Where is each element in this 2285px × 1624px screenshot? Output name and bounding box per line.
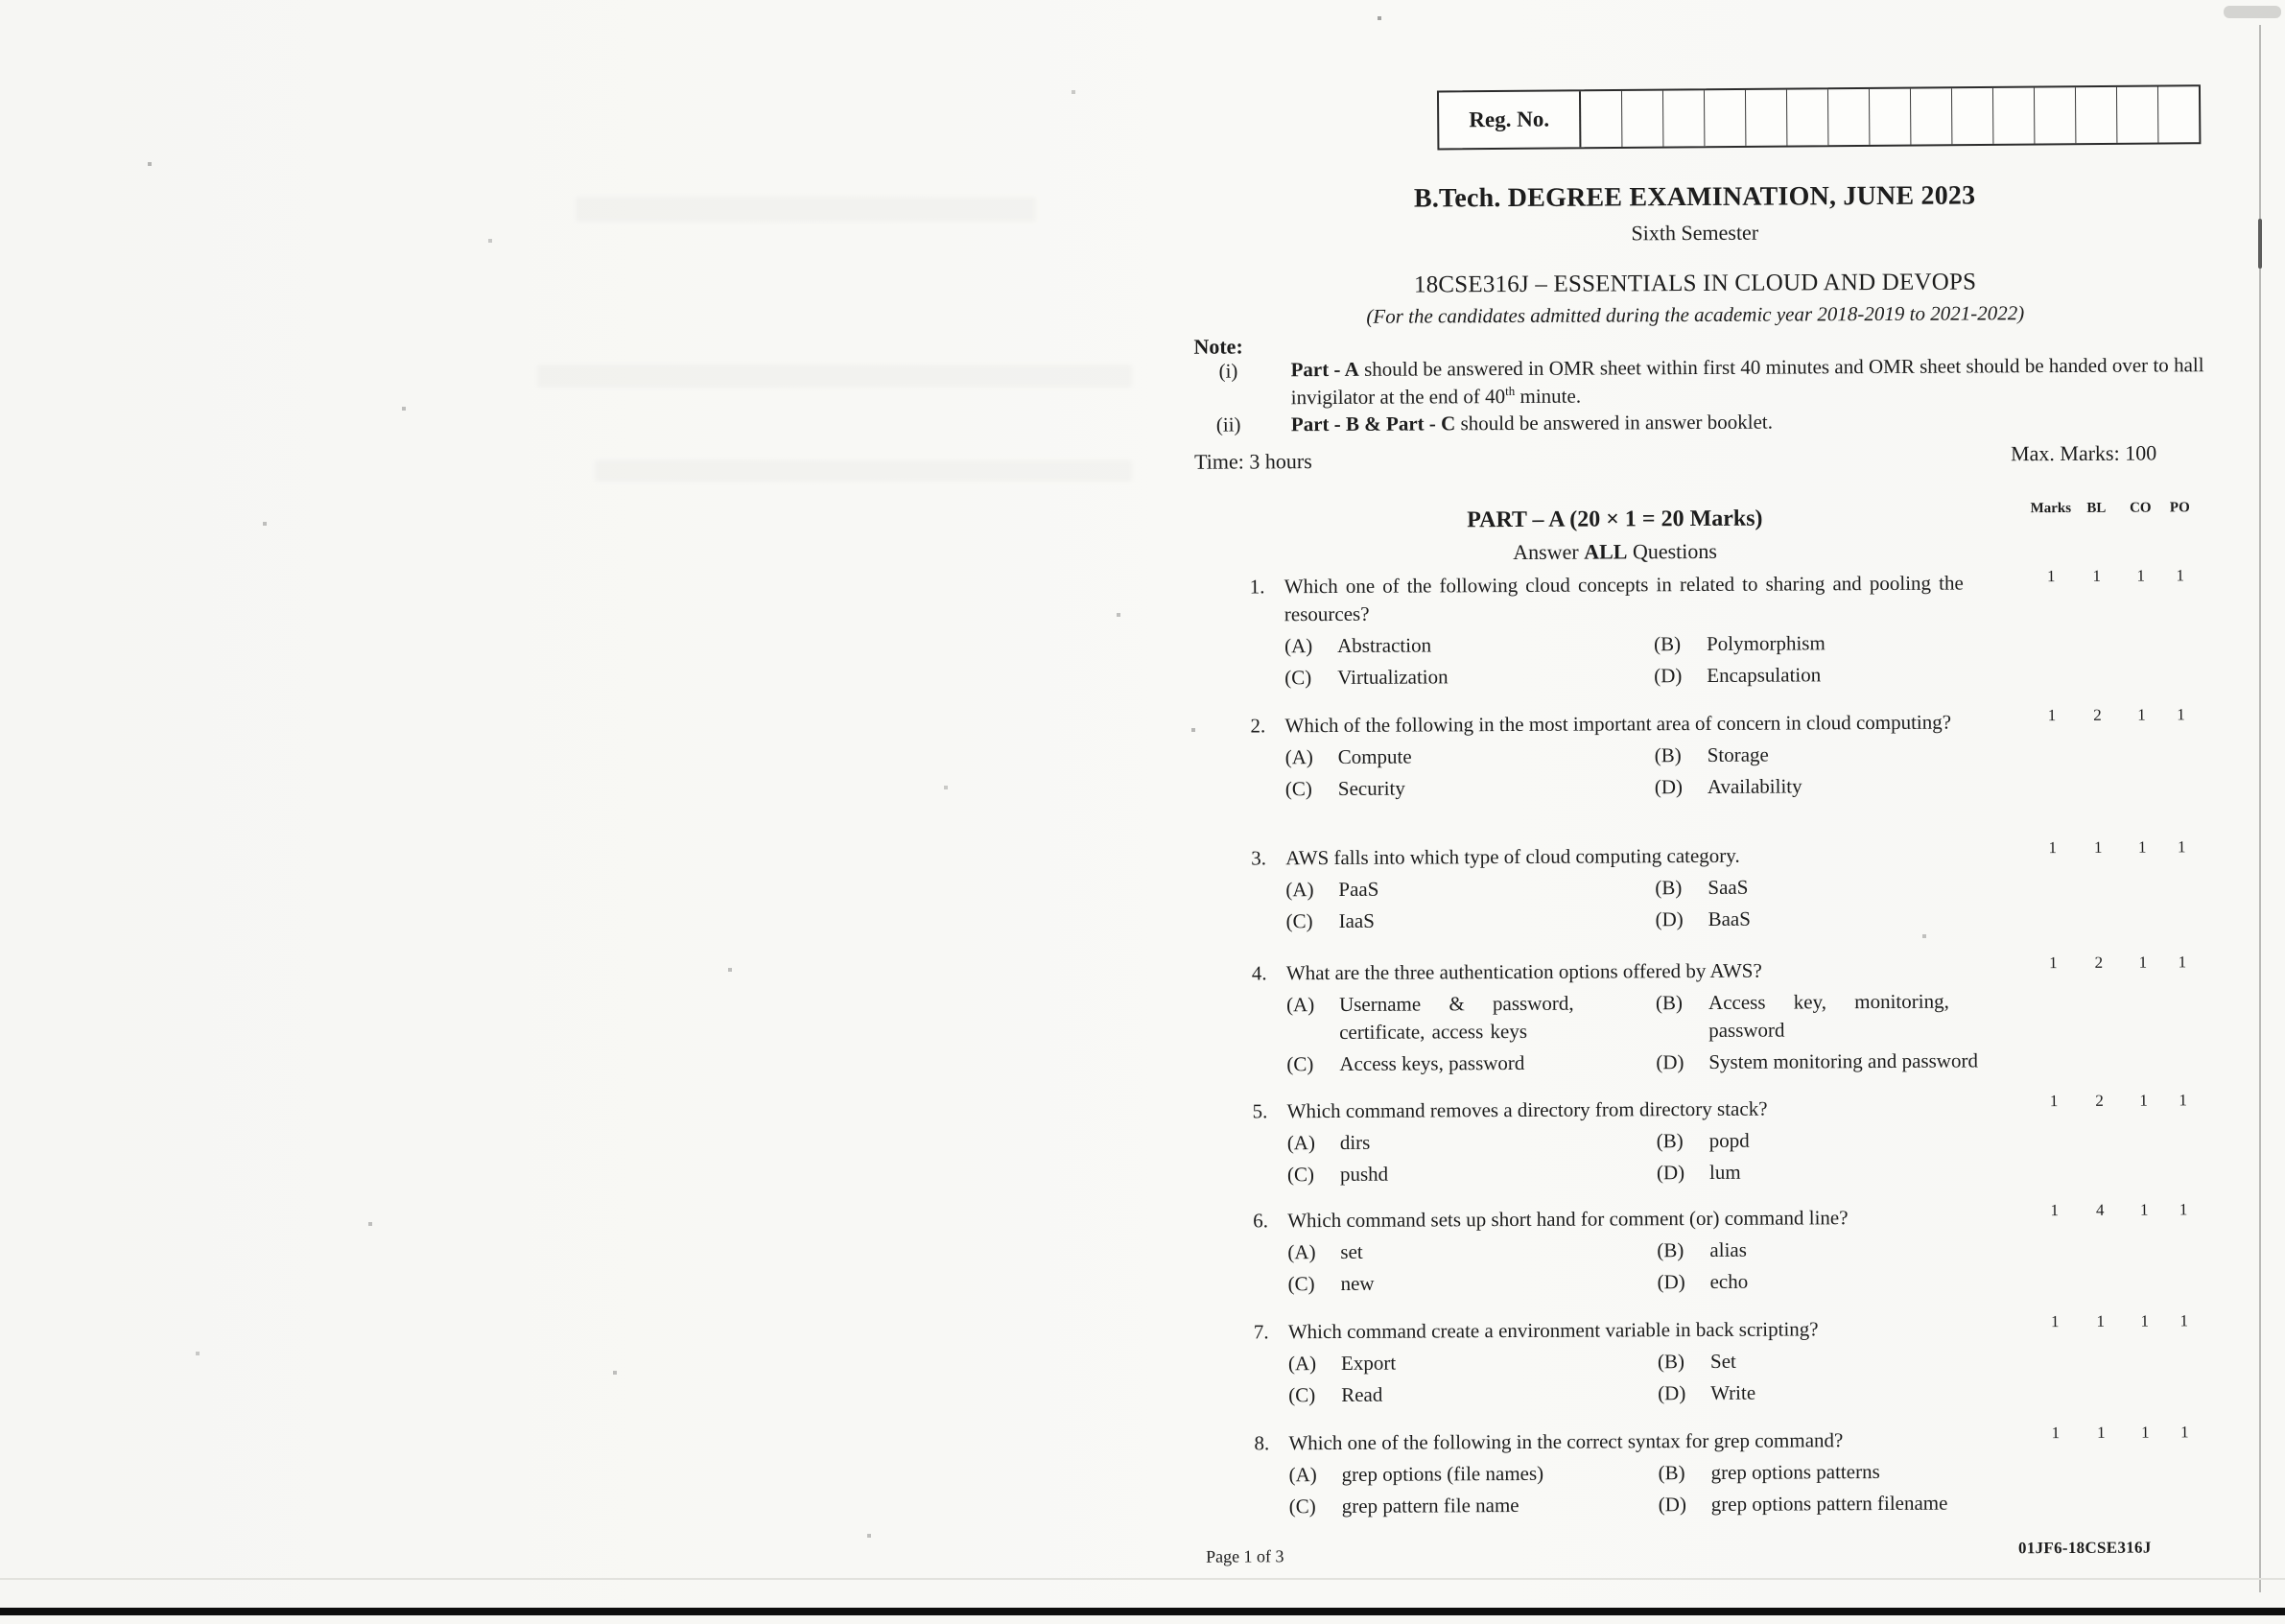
option bbox=[1656, 986, 2207, 1045]
option-label: (C) bbox=[1285, 909, 1313, 933]
time-allowed: Time: 3 hours bbox=[1193, 449, 1312, 474]
marks-value: 1 bbox=[2096, 1311, 2106, 1330]
option-text: Storage bbox=[1707, 742, 1769, 766]
option-label: (D) bbox=[1658, 1493, 1686, 1517]
question-block bbox=[1237, 1202, 2208, 1298]
option-text: Access key, monitoring, password bbox=[1708, 989, 1949, 1042]
options-grid bbox=[1285, 871, 2206, 935]
option-label: (B) bbox=[1658, 1461, 1685, 1485]
option-text: lum bbox=[1708, 1160, 1741, 1184]
reg-no-cell bbox=[1827, 89, 1869, 145]
option-label: (D) bbox=[1657, 1270, 1685, 1294]
reg-no-cell bbox=[1581, 91, 1621, 147]
marks-value: 2 bbox=[2095, 1091, 2104, 1110]
option bbox=[1657, 1156, 2208, 1187]
page-edge-mark bbox=[2258, 219, 2262, 269]
marks-value: 1 bbox=[2050, 1201, 2059, 1220]
option-label: (A) bbox=[1284, 634, 1313, 658]
question-block bbox=[1235, 707, 2205, 803]
option-label: (A) bbox=[1284, 745, 1313, 769]
col-po: PO bbox=[2169, 500, 2190, 516]
option-label: (D) bbox=[1658, 1381, 1686, 1405]
marks-value: 1 bbox=[2049, 1092, 2059, 1111]
reg-no-cell bbox=[2116, 87, 2157, 143]
option bbox=[1657, 1265, 2208, 1296]
option-text: Polymorphism bbox=[1706, 631, 1826, 655]
question-block bbox=[1238, 1424, 2209, 1520]
question-text: AWS falls into which type of cloud computing category. bbox=[1285, 843, 1740, 870]
question-number: 7. bbox=[1253, 1320, 1269, 1344]
options-grid bbox=[1288, 1345, 2209, 1409]
options-grid bbox=[1287, 1234, 2208, 1298]
option-text: Username & password, certificate, access keys bbox=[1338, 991, 1574, 1044]
course-title: 18CSE316J – ESSENTIALS IN CLOUD AND DEVOPS bbox=[1413, 269, 1977, 298]
option-text: Security bbox=[1337, 776, 1405, 800]
option-label: (B) bbox=[1655, 876, 1683, 900]
option-label: (B) bbox=[1655, 991, 1684, 1015]
option bbox=[1287, 1159, 1657, 1189]
marks-value: 4 bbox=[2095, 1200, 2105, 1219]
reg-no-cell bbox=[1621, 91, 1662, 147]
fold-shadow bbox=[0, 1578, 2285, 1580]
option-label: (D) bbox=[1655, 907, 1684, 931]
option bbox=[1657, 1124, 2208, 1155]
col-marks: Marks bbox=[2030, 500, 2072, 517]
scan-bottom-edge bbox=[0, 1608, 2285, 1615]
option-text: set bbox=[1340, 1239, 1363, 1263]
option-label: (C) bbox=[1288, 1383, 1316, 1407]
reg-no-cell bbox=[2075, 87, 2116, 143]
marks-value: 1 bbox=[2177, 837, 2186, 857]
eligibility-line: (For the candidates admitted during the academic year 2018-2019 to 2021-2022) bbox=[1366, 301, 2025, 328]
scanner-notch bbox=[2224, 6, 2281, 18]
question-number: 1. bbox=[1249, 575, 1265, 599]
col-bl: BL bbox=[2086, 500, 2107, 516]
option-text: Encapsulation bbox=[1707, 663, 1822, 687]
scan-noise-specks bbox=[0, 0, 2, 2]
marks-value: 1 bbox=[2097, 1423, 2106, 1442]
option-text: IaaS bbox=[1338, 908, 1375, 932]
option-label: (D) bbox=[1656, 1050, 1684, 1074]
option-text: Access keys, password bbox=[1339, 1050, 1525, 1075]
option-label: (B) bbox=[1654, 743, 1682, 767]
marks-value: 1 bbox=[2176, 566, 2184, 585]
question-text: What are the three authentication options offered by AWS? bbox=[1285, 958, 1762, 985]
option-label: (C) bbox=[1288, 1495, 1316, 1518]
reg-no-cell bbox=[1869, 89, 1910, 145]
col-co: CO bbox=[2130, 500, 2152, 516]
option-text: grep options patterns bbox=[1710, 1460, 1880, 1484]
question-marks-row bbox=[2034, 1418, 2203, 1447]
exam-title: B.Tech. DEGREE EXAMINATION, JUNE 2023 bbox=[1413, 180, 1976, 214]
option-label: (B) bbox=[1656, 1129, 1684, 1153]
marks-column-headers bbox=[2029, 500, 2199, 517]
option-text: Virtualization bbox=[1337, 665, 1449, 689]
option-label: (D) bbox=[1654, 775, 1684, 799]
question-block bbox=[1237, 954, 2208, 1078]
option-text: pushd bbox=[1339, 1162, 1389, 1186]
paper-code: 01JF6-18CSE316J bbox=[2017, 1538, 2152, 1558]
marks-value: 1 bbox=[2046, 567, 2056, 586]
marks-value: 1 bbox=[2049, 953, 2058, 973]
reg-no-cell bbox=[2034, 87, 2075, 143]
marks-value: 2 bbox=[2094, 953, 2104, 972]
marks-value: 1 bbox=[2050, 1312, 2060, 1331]
option-label: (D) bbox=[1654, 664, 1683, 688]
marks-value: 1 bbox=[2178, 953, 2187, 972]
option bbox=[1289, 1459, 1659, 1489]
marks-value: 1 bbox=[2138, 953, 2148, 972]
question-number: 4. bbox=[1251, 961, 1267, 985]
option-label: (C) bbox=[1286, 1163, 1315, 1187]
question-text: Which command sets up short hand for comment (or) command line? bbox=[1287, 1206, 1849, 1233]
option-text: grep options pattern filename bbox=[1710, 1491, 1948, 1516]
semester-line: Sixth Semester bbox=[1631, 220, 1759, 246]
marks-value: 1 bbox=[2179, 1200, 2188, 1219]
option-text: PaaS bbox=[1338, 877, 1379, 901]
question-marks-row bbox=[2030, 561, 2200, 590]
option-label: (C) bbox=[1287, 1272, 1315, 1296]
option-text: dirs bbox=[1339, 1130, 1371, 1154]
option-text: popd bbox=[1708, 1128, 1750, 1152]
question-block bbox=[1237, 1093, 2208, 1189]
option bbox=[1286, 1048, 1656, 1078]
marks-value: 1 bbox=[2137, 705, 2146, 724]
option-text: grep options (file names) bbox=[1341, 1461, 1544, 1486]
option-label: (B) bbox=[1657, 1238, 1684, 1262]
option bbox=[1287, 1268, 1657, 1298]
question-text: Which one of the following in the correct syntax for grep command? bbox=[1288, 1428, 1844, 1455]
option-label: (A) bbox=[1287, 1352, 1317, 1376]
question-marks-row bbox=[2034, 1306, 2203, 1335]
marks-value: 1 bbox=[2141, 1423, 2150, 1442]
reg-no-label: Reg. No. bbox=[1439, 91, 1581, 148]
option bbox=[1286, 989, 1656, 1047]
marks-value: 1 bbox=[2179, 1091, 2187, 1110]
option bbox=[1655, 770, 2206, 801]
reg-no-cell bbox=[1745, 90, 1786, 146]
option-label: (A) bbox=[1288, 1463, 1317, 1487]
option-text: Availability bbox=[1707, 774, 1802, 798]
reg-no-cell bbox=[1992, 88, 2034, 144]
option-text: Set bbox=[1709, 1349, 1736, 1373]
note-item-text: Part - A should be answered in OMR sheet within first 40 minutes and OMR sheet should be handed over to hall invigilator at the end of 40th minute. bbox=[1290, 353, 2204, 410]
option-text: System monitoring and password bbox=[1708, 1048, 1978, 1073]
question-marks-row bbox=[2031, 833, 2201, 861]
question-number: 3. bbox=[1251, 846, 1267, 870]
option-text: new bbox=[1340, 1271, 1375, 1295]
option bbox=[1288, 1379, 1658, 1409]
question-block bbox=[1236, 839, 2206, 935]
question-text: Which one of the following cloud concepts in related to sharing and pooling the resources? bbox=[1284, 571, 1964, 626]
option-label: (A) bbox=[1287, 1240, 1316, 1264]
option bbox=[1656, 1046, 2207, 1076]
option-label: (B) bbox=[1654, 632, 1682, 656]
option bbox=[1655, 903, 2206, 933]
question-block bbox=[1238, 1313, 2209, 1409]
options-grid bbox=[1287, 1124, 2208, 1189]
option bbox=[1287, 1127, 1657, 1157]
option-text: Read bbox=[1341, 1382, 1383, 1406]
option-label: (C) bbox=[1286, 1052, 1314, 1076]
option bbox=[1654, 659, 2205, 690]
option-label: (B) bbox=[1657, 1350, 1685, 1374]
marks-value: 2 bbox=[2093, 705, 2102, 724]
option bbox=[1284, 630, 1654, 660]
option bbox=[1659, 1488, 2210, 1518]
marks-value: 1 bbox=[2092, 566, 2101, 585]
question-text: Which command removes a directory from directory stack? bbox=[1286, 1096, 1768, 1123]
option-label: (A) bbox=[1285, 993, 1315, 1017]
question-text: Which of the following in the most important area of concern in cloud computing? bbox=[1284, 710, 1952, 738]
options-grid bbox=[1286, 986, 2207, 1078]
option-text: BaaS bbox=[1708, 906, 1751, 930]
question-marks-row bbox=[2032, 1086, 2202, 1115]
option-label: (A) bbox=[1285, 878, 1314, 902]
option bbox=[1287, 1236, 1657, 1266]
question-number: 6. bbox=[1253, 1209, 1269, 1233]
option-text: Write bbox=[1710, 1380, 1756, 1404]
marks-value: 1 bbox=[2047, 706, 2057, 725]
marks-value: 1 bbox=[2137, 837, 2147, 857]
option bbox=[1285, 906, 1655, 935]
question-number: 2. bbox=[1250, 714, 1266, 738]
option bbox=[1658, 1377, 2209, 1407]
note-item-number: (ii) bbox=[1215, 412, 1241, 436]
reg-no-cell bbox=[1704, 90, 1745, 146]
option bbox=[1657, 1234, 2208, 1264]
option-text: Export bbox=[1340, 1351, 1397, 1375]
marks-value: 1 bbox=[2140, 1311, 2150, 1330]
marks-value: 1 bbox=[2180, 1423, 2189, 1442]
option bbox=[1285, 741, 1655, 771]
option-text: Compute bbox=[1337, 744, 1412, 768]
option-text: echo bbox=[1709, 1269, 1749, 1293]
reg-no-cell bbox=[1951, 88, 1992, 144]
note-item-number: (i) bbox=[1218, 359, 1238, 383]
option-label: (C) bbox=[1284, 666, 1312, 690]
note-label: Note: bbox=[1193, 334, 1243, 359]
question-block bbox=[1235, 568, 2206, 692]
option bbox=[1289, 1491, 1659, 1520]
question-number: 8. bbox=[1254, 1431, 1270, 1455]
option-label: (C) bbox=[1284, 777, 1312, 801]
option bbox=[1659, 1456, 2210, 1487]
marks-value: 1 bbox=[2179, 1311, 2189, 1330]
option bbox=[1288, 1348, 1658, 1377]
question-text: Which command create a environment variable in back scripting? bbox=[1287, 1317, 1819, 1344]
max-marks: Max. Marks: 100 bbox=[2010, 440, 2157, 466]
marks-value: 1 bbox=[2093, 837, 2103, 857]
reg-no-cell bbox=[1910, 88, 1951, 144]
reg-no-cells bbox=[1581, 86, 2199, 147]
note-item-text: Part - B & Part - C should be answered in answer booklet. bbox=[1290, 410, 1774, 436]
question-marks-row bbox=[2032, 948, 2202, 977]
marks-value: 1 bbox=[2136, 566, 2145, 585]
option-text: SaaS bbox=[1708, 875, 1749, 899]
reg-no-cell bbox=[1662, 90, 1704, 146]
option-text: grep pattern file name bbox=[1341, 1493, 1519, 1518]
part-a-heading: PART – A (20 × 1 = 20 Marks) bbox=[1467, 506, 1763, 533]
marks-value: 1 bbox=[2177, 705, 2185, 724]
option bbox=[1285, 874, 1655, 904]
marks-value: 1 bbox=[2051, 1424, 2061, 1443]
options-grid bbox=[1285, 739, 2206, 803]
marks-value: 1 bbox=[2139, 1091, 2148, 1110]
answer-all-line: Answer ALL Questions bbox=[1513, 538, 1717, 565]
question-marks-row bbox=[2033, 1195, 2203, 1224]
option-text: alias bbox=[1709, 1237, 1747, 1261]
marks-value: 1 bbox=[2139, 1200, 2149, 1219]
reg-no-cell bbox=[2157, 86, 2199, 142]
option bbox=[1655, 739, 2206, 769]
options-grid bbox=[1289, 1456, 2210, 1520]
question-marks-row bbox=[2030, 700, 2200, 729]
reg-no-cell bbox=[1786, 89, 1827, 145]
option-text: Abstraction bbox=[1337, 633, 1432, 657]
reg-no-box bbox=[1437, 84, 2201, 150]
option bbox=[1658, 1345, 2209, 1376]
option bbox=[1655, 871, 2206, 902]
question-number: 5. bbox=[1252, 1099, 1268, 1123]
marks-value: 1 bbox=[2048, 838, 2057, 858]
option-label: (A) bbox=[1286, 1131, 1315, 1155]
options-grid bbox=[1284, 627, 2205, 692]
page-number: Page 1 of 3 bbox=[1205, 1546, 1284, 1566]
option bbox=[1284, 662, 1654, 692]
option bbox=[1654, 627, 2205, 658]
option bbox=[1285, 773, 1655, 803]
option-label: (D) bbox=[1656, 1161, 1685, 1185]
